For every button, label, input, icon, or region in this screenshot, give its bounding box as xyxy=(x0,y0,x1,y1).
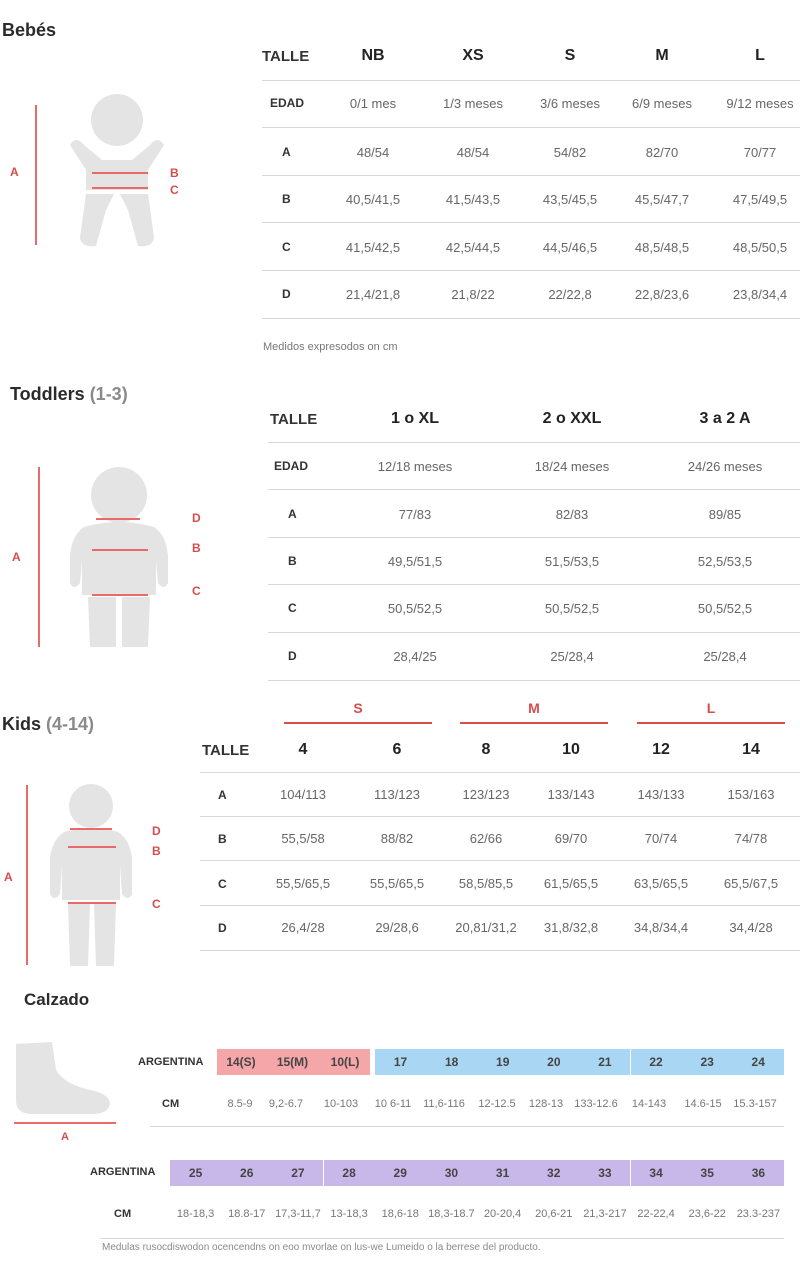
table-cell: 3/6 meses xyxy=(540,96,600,111)
table-cell: 18/24 meses xyxy=(534,459,610,474)
row-label: B xyxy=(218,832,227,846)
table-header: XS xyxy=(462,47,484,64)
dimension-line-a xyxy=(38,467,40,647)
table-cell: 22,8/23,6 xyxy=(634,287,690,302)
row-label: D xyxy=(218,921,227,935)
dimension-label-c: C xyxy=(152,897,161,911)
shoe-size-chip: 17 xyxy=(375,1049,426,1075)
table-cell: 29/28,6 xyxy=(375,920,419,935)
table-cell: 70/74 xyxy=(644,831,678,846)
shoe-size-chip: 10(L) xyxy=(320,1049,370,1075)
shoe-cm-value: 18,3-18.7 xyxy=(428,1208,475,1220)
table-cell: 41,5/43,5 xyxy=(445,192,501,207)
section-title-calzado: Calzado xyxy=(24,990,90,1009)
shoe-size-chip: 14(S) xyxy=(217,1049,265,1075)
shoe-size-chip: 21 xyxy=(579,1049,630,1075)
row-label: A xyxy=(218,788,227,802)
shoe-size-chip: 27 xyxy=(272,1160,323,1186)
shoe-size-chip: 20 xyxy=(528,1049,579,1075)
dimension-label-b: B xyxy=(192,541,201,555)
dimension-label-a: A xyxy=(61,1131,69,1143)
table-header: 8 xyxy=(481,741,491,758)
table-header: 4 xyxy=(298,741,308,758)
row-label: EDAD xyxy=(270,96,305,110)
size-group-label: S xyxy=(353,700,363,716)
table-cell: 6/9 meses xyxy=(632,96,692,111)
shoe-size-chip: 24 xyxy=(733,1049,784,1075)
table-cell: 48,5/50,5 xyxy=(732,240,788,255)
table-cell: 25/28,4 xyxy=(703,649,747,664)
shoe-cm-value: 20,6-21 xyxy=(535,1208,573,1220)
row-label-argentina: ARGENTINA xyxy=(138,1056,204,1068)
section-subtitle: (4-14) xyxy=(46,714,95,734)
footer-note: Medulas rusocdiswodon ocencendns on eoo mvorlae on lus-we Lumeido o la berrese del producto. xyxy=(102,1242,541,1253)
row-label: B xyxy=(288,554,297,568)
dimension-line-c xyxy=(68,902,116,904)
dimension-label-a: A xyxy=(12,550,21,564)
row-label: A xyxy=(282,145,291,159)
table-cell: 44,5/46,5 xyxy=(542,240,598,255)
dimension-line-d xyxy=(70,828,112,830)
dimension-label-d: D xyxy=(152,824,161,838)
row-label: C xyxy=(282,240,291,254)
table-cell: 74/78 xyxy=(734,831,768,846)
shoe-size-chip: 15(M) xyxy=(265,1049,320,1075)
dimension-label-b: B xyxy=(152,844,161,858)
table-header: 10 xyxy=(562,741,580,758)
table-header: NB xyxy=(361,47,385,64)
shoe-cm-value: 8.5-9 xyxy=(227,1098,253,1110)
table-cell: 50,5/52,5 xyxy=(697,601,753,616)
table-cell: 88/82 xyxy=(380,831,414,846)
dimension-line-d xyxy=(96,518,140,520)
table-cell: 9/12 meses xyxy=(726,96,794,111)
table-cell: 40,5/41,5 xyxy=(345,192,401,207)
dimension-line-a xyxy=(35,105,37,245)
shoe-cm-value: 18,6-18 xyxy=(381,1208,419,1220)
dimension-line-b xyxy=(92,172,148,174)
table-header: S xyxy=(564,47,576,64)
table-cell: 65,5/67,5 xyxy=(723,876,779,891)
table-cell: 48/54 xyxy=(456,145,490,160)
table-cell: 143/133 xyxy=(637,787,685,802)
section-title-bebes: Bebés xyxy=(2,20,57,40)
table-cell: 62/66 xyxy=(469,831,503,846)
size-group-line xyxy=(284,722,432,724)
shoe-size-chip: 18 xyxy=(426,1049,477,1075)
shoe-size-chip: 34 xyxy=(631,1160,682,1186)
shoe-cm-value: 14.6-15 xyxy=(684,1098,722,1110)
section-title-text: Kids xyxy=(2,714,42,734)
table-cell: 25/28,4 xyxy=(550,649,594,664)
row-label: B xyxy=(282,192,291,206)
row-label-cm: CM xyxy=(114,1208,132,1220)
table-cell: 20,81/31,2 xyxy=(455,920,517,935)
dimension-line-c xyxy=(92,187,148,189)
table-cell: 49,5/51,5 xyxy=(387,554,443,569)
table-cell: 133/143 xyxy=(547,787,595,802)
section-subtitle: (1-3) xyxy=(89,384,128,404)
table-cell: 70/77 xyxy=(743,145,777,160)
units-note: Medidos expresodos on cm xyxy=(263,341,398,353)
table-cell: 48,5/48,5 xyxy=(634,240,690,255)
table-cell: 82/70 xyxy=(645,145,679,160)
table-cell: 22/22,8 xyxy=(548,287,592,302)
size-group-line xyxy=(637,722,785,724)
row-label: EDAD xyxy=(274,459,309,473)
row-label: A xyxy=(288,507,297,521)
row-label: D xyxy=(282,287,291,301)
table-cell: 23,8/34,4 xyxy=(732,287,788,302)
table-cell: 52,5/53,5 xyxy=(697,554,753,569)
shoe-size-chip: 23 xyxy=(682,1049,733,1075)
shoe-cm-value: 12-12.5 xyxy=(478,1098,516,1110)
table-cell: 24/26 meses xyxy=(687,459,763,474)
table-cell: 55,5/58 xyxy=(281,831,325,846)
table-cell: 153/163 xyxy=(727,787,775,802)
shoe-cm-value: 18-18,3 xyxy=(176,1208,215,1220)
table-cell: 58,5/85,5 xyxy=(458,876,514,891)
table-cell: 77/83 xyxy=(398,507,432,522)
table-cell: 50,5/52,5 xyxy=(387,601,443,616)
section-title-toddlers xyxy=(10,384,128,405)
row-label-argentina: ARGENTINA xyxy=(90,1166,156,1178)
table-cell: 41,5/42,5 xyxy=(345,240,401,255)
table-cell: 42,5/44,5 xyxy=(445,240,501,255)
shoe-size-chip: 31 xyxy=(477,1160,528,1186)
table-cell: 45,5/47,7 xyxy=(634,192,690,207)
table-header-talle: TALLE xyxy=(270,411,318,428)
table-cell: 55,5/65,5 xyxy=(369,876,425,891)
table-cell: 82/83 xyxy=(555,507,589,522)
shoe-cm-value: 9,2-6.7 xyxy=(268,1098,304,1110)
table-cell: 47,5/49,5 xyxy=(732,192,788,207)
dimension-line-b xyxy=(92,549,148,551)
table-header: 12 xyxy=(652,741,670,758)
table-cell: 21,4/21,8 xyxy=(345,287,401,302)
table-cell: 63,5/65,5 xyxy=(633,876,689,891)
table-cell: 123/123 xyxy=(462,787,510,802)
table-header: 3 a 2 A xyxy=(699,410,751,427)
dimension-label-a: A xyxy=(10,165,19,179)
row-label: D xyxy=(288,649,297,663)
shoe-cm-value: 10 6-11 xyxy=(374,1098,412,1110)
dimension-label-a: A xyxy=(4,870,13,884)
dimension-label-d: D xyxy=(192,511,201,525)
table-header-talle: TALLE xyxy=(202,742,250,759)
shoe-size-chip: 33 xyxy=(579,1160,630,1186)
shoe-size-chip: 32 xyxy=(528,1160,579,1186)
table-cell: 21,8/22 xyxy=(451,287,495,302)
shoe-size-chip: 25 xyxy=(170,1160,221,1186)
shoe-size-chip: 29 xyxy=(375,1160,426,1186)
section-title-kids xyxy=(2,714,94,735)
table-header: M xyxy=(655,47,669,64)
foot-icon xyxy=(12,1040,112,1116)
shoe-size-chip: 26 xyxy=(221,1160,272,1186)
dimension-line-b xyxy=(68,846,116,848)
shoe-cm-value: 133-12.6 xyxy=(574,1098,618,1110)
table-cell: 113/123 xyxy=(373,787,421,802)
table-cell: 69/70 xyxy=(554,831,588,846)
table-cell: 0/1 mes xyxy=(349,96,397,111)
shoe-cm-value: 21,3-217 xyxy=(583,1208,627,1220)
table-cell: 51,5/53,5 xyxy=(544,554,600,569)
table-cell: 26,4/28 xyxy=(281,920,325,935)
shoe-size-chip: 19 xyxy=(477,1049,528,1075)
table-cell: 31,8/32,8 xyxy=(543,920,599,935)
toddler-figure-icon xyxy=(64,465,174,650)
table-header-talle: TALLE xyxy=(262,48,310,65)
shoe-cm-value: 128-13 xyxy=(528,1098,564,1110)
size-group-label: L xyxy=(706,700,716,716)
size-group-label: M xyxy=(528,700,540,716)
table-cell: 55,5/65,5 xyxy=(275,876,331,891)
dimension-line-a xyxy=(26,785,28,965)
shoe-cm-value: 23,6-22 xyxy=(688,1208,726,1220)
shoe-size-chip: 22 xyxy=(631,1049,682,1075)
shoe-cm-value: 20-20,4 xyxy=(483,1208,522,1220)
shoe-cm-value: 11,6-116 xyxy=(423,1098,465,1110)
table-cell: 1/3 meses xyxy=(443,96,503,111)
row-label-cm: CM xyxy=(162,1098,180,1110)
table-cell: 89/85 xyxy=(708,507,742,522)
row-label: C xyxy=(218,877,227,891)
shoe-cm-value: 18.8-17 xyxy=(228,1208,266,1220)
table-header: 14 xyxy=(742,741,760,758)
row-label: C xyxy=(288,601,297,615)
shoe-cm-value: 23.3-237 xyxy=(736,1208,781,1220)
table-header: 1 o XL xyxy=(390,410,439,427)
shoe-size-chip: 36 xyxy=(733,1160,784,1186)
shoe-size-chip: 28 xyxy=(324,1160,375,1186)
shoe-cm-value: 14-143 xyxy=(631,1098,667,1110)
dimension-line-a xyxy=(14,1122,116,1124)
table-cell: 34,4/28 xyxy=(729,920,773,935)
table-cell: 43,5/45,5 xyxy=(542,192,598,207)
table-cell: 54/82 xyxy=(553,145,587,160)
shoe-size-chip: 30 xyxy=(426,1160,477,1186)
table-cell: 28,4/25 xyxy=(393,649,437,664)
dimension-label-c: C xyxy=(170,183,179,197)
table-cell: 34,8/34,4 xyxy=(633,920,689,935)
shoe-cm-value: 22-22,4 xyxy=(637,1208,675,1220)
table-header: L xyxy=(755,47,765,64)
table-cell: 104/113 xyxy=(279,787,327,802)
dimension-label-b: B xyxy=(170,166,179,180)
table-header: 2 o XXL xyxy=(542,410,602,427)
shoe-cm-value: 13-18,3 xyxy=(330,1208,368,1220)
section-title-text: Toddlers xyxy=(10,384,85,404)
table-cell: 50,5/52,5 xyxy=(544,601,600,616)
table-cell: 61,5/65,5 xyxy=(543,876,599,891)
shoe-size-chip: 35 xyxy=(682,1160,733,1186)
baby-figure-icon xyxy=(62,90,172,250)
shoe-cm-value: 17,3-11,7 xyxy=(275,1208,321,1220)
size-group-line xyxy=(460,722,608,724)
dimension-line-c xyxy=(92,594,148,596)
shoe-cm-value: 10-103 xyxy=(323,1098,359,1110)
table-header: 6 xyxy=(392,741,402,758)
shoe-cm-value: 15.3-157 xyxy=(733,1098,777,1110)
kid-figure-icon xyxy=(46,782,136,968)
dimension-label-c: C xyxy=(192,584,201,598)
table-cell: 12/18 meses xyxy=(377,459,453,474)
table-cell: 48/54 xyxy=(356,145,390,160)
